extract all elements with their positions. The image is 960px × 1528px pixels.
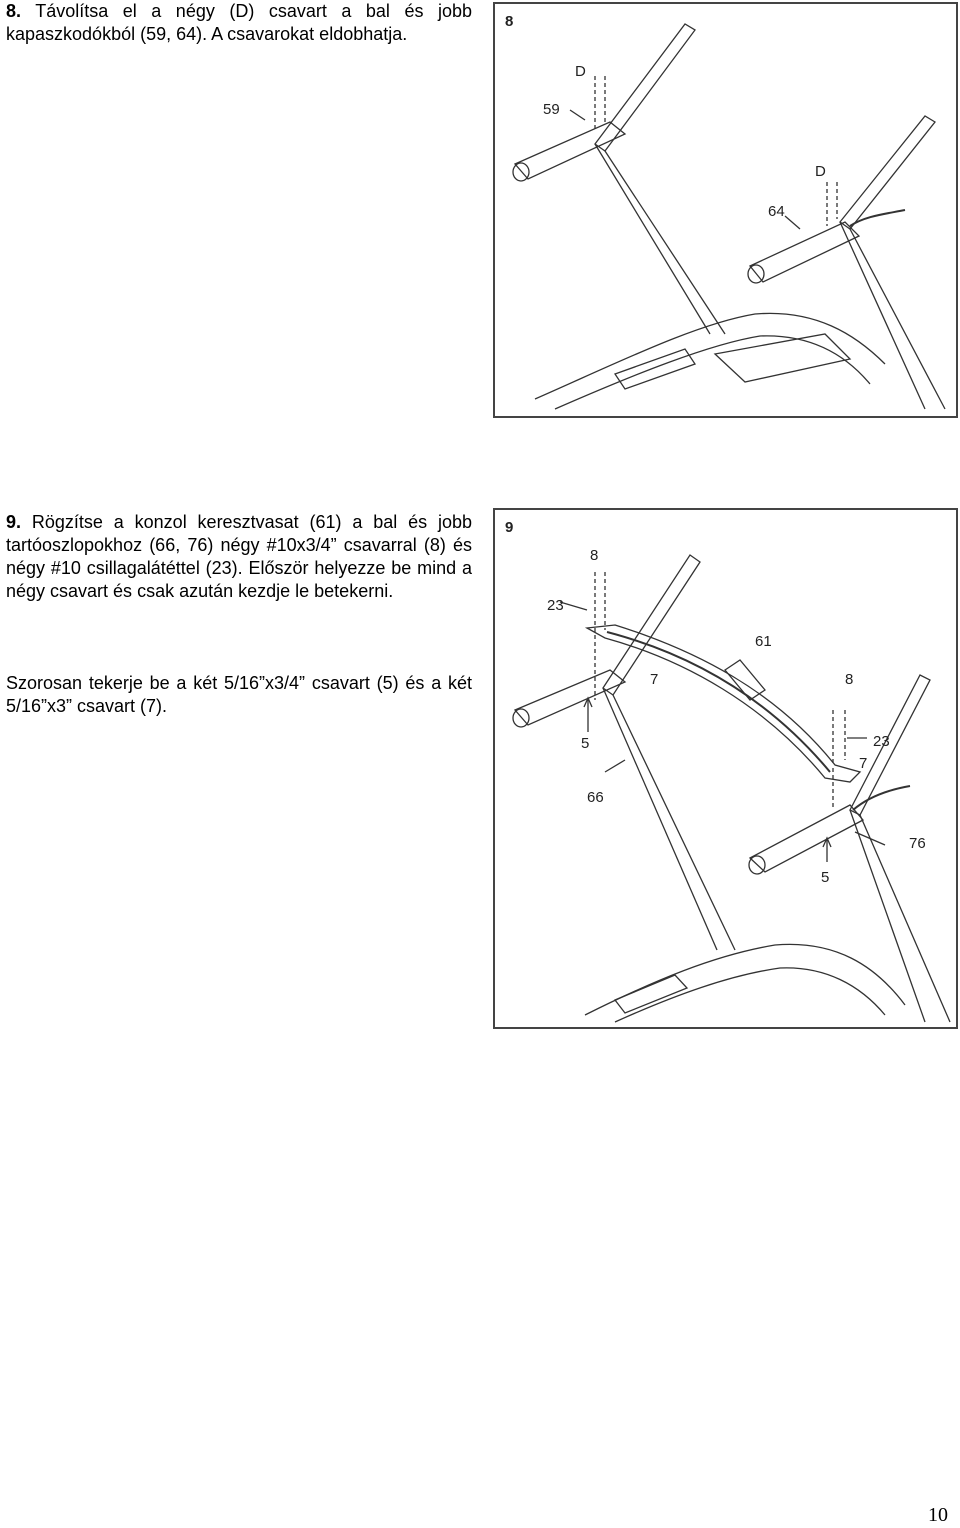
figure-9-label-23-left: 23 xyxy=(547,597,564,614)
figure-9-label-7-left: 7 xyxy=(650,671,659,688)
figure-9-label-23-right: 23 xyxy=(873,733,890,750)
step-9-instruction xyxy=(6,511,472,603)
step-9-number: 9. xyxy=(6,512,22,532)
figure-9-drawing xyxy=(495,510,956,1027)
figure-9-step-label: 9 xyxy=(505,519,514,536)
figure-9-label-66: 66 xyxy=(587,789,604,806)
step-8-text: Távolítsa el a négy (D) csavart a bal és jobb kapaszkodókból (59, 64). A csavarokat eldobhatja. xyxy=(6,1,472,44)
figure-8-label-d-right: D xyxy=(815,163,826,180)
figure-9-label-5-left: 5 xyxy=(581,735,590,752)
figure-9-label-5-right: 5 xyxy=(821,869,830,886)
figure-step-8 xyxy=(493,2,958,418)
step-9-note: Szorosan tekerje be a két 5/16”x3/4” csavart (5) és a két 5/16”x3” csavart (7). xyxy=(6,673,472,716)
figure-8-label-64: 64 xyxy=(768,203,785,220)
page-number: 10 xyxy=(928,1504,948,1526)
step-8-instruction xyxy=(6,0,472,46)
figure-9-label-8-left: 8 xyxy=(590,547,599,564)
figure-9-label-61: 61 xyxy=(755,633,772,650)
figure-8-label-59: 59 xyxy=(543,101,560,118)
figure-8-step-label: 8 xyxy=(505,13,514,30)
figure-9-label-8-right: 8 xyxy=(845,671,854,688)
step-8-number: 8. xyxy=(6,1,22,21)
figure-8-drawing xyxy=(495,4,956,416)
step-9-text: Rögzítse a konzol keresztvasat (61) a bal és jobb tartóoszlopokhoz (66, 76) négy #10x3/4” csavarral (8) és négy #10 csillagalátéttel (23). Először helyezze be mind a négy csavart és csak azután kezdje le betekerni. xyxy=(6,512,472,601)
figure-9-label-7-right: 7 xyxy=(859,755,868,772)
figure-step-9 xyxy=(493,508,958,1029)
figure-8-label-d-left: D xyxy=(575,63,586,80)
figure-9-label-76: 76 xyxy=(909,835,926,852)
